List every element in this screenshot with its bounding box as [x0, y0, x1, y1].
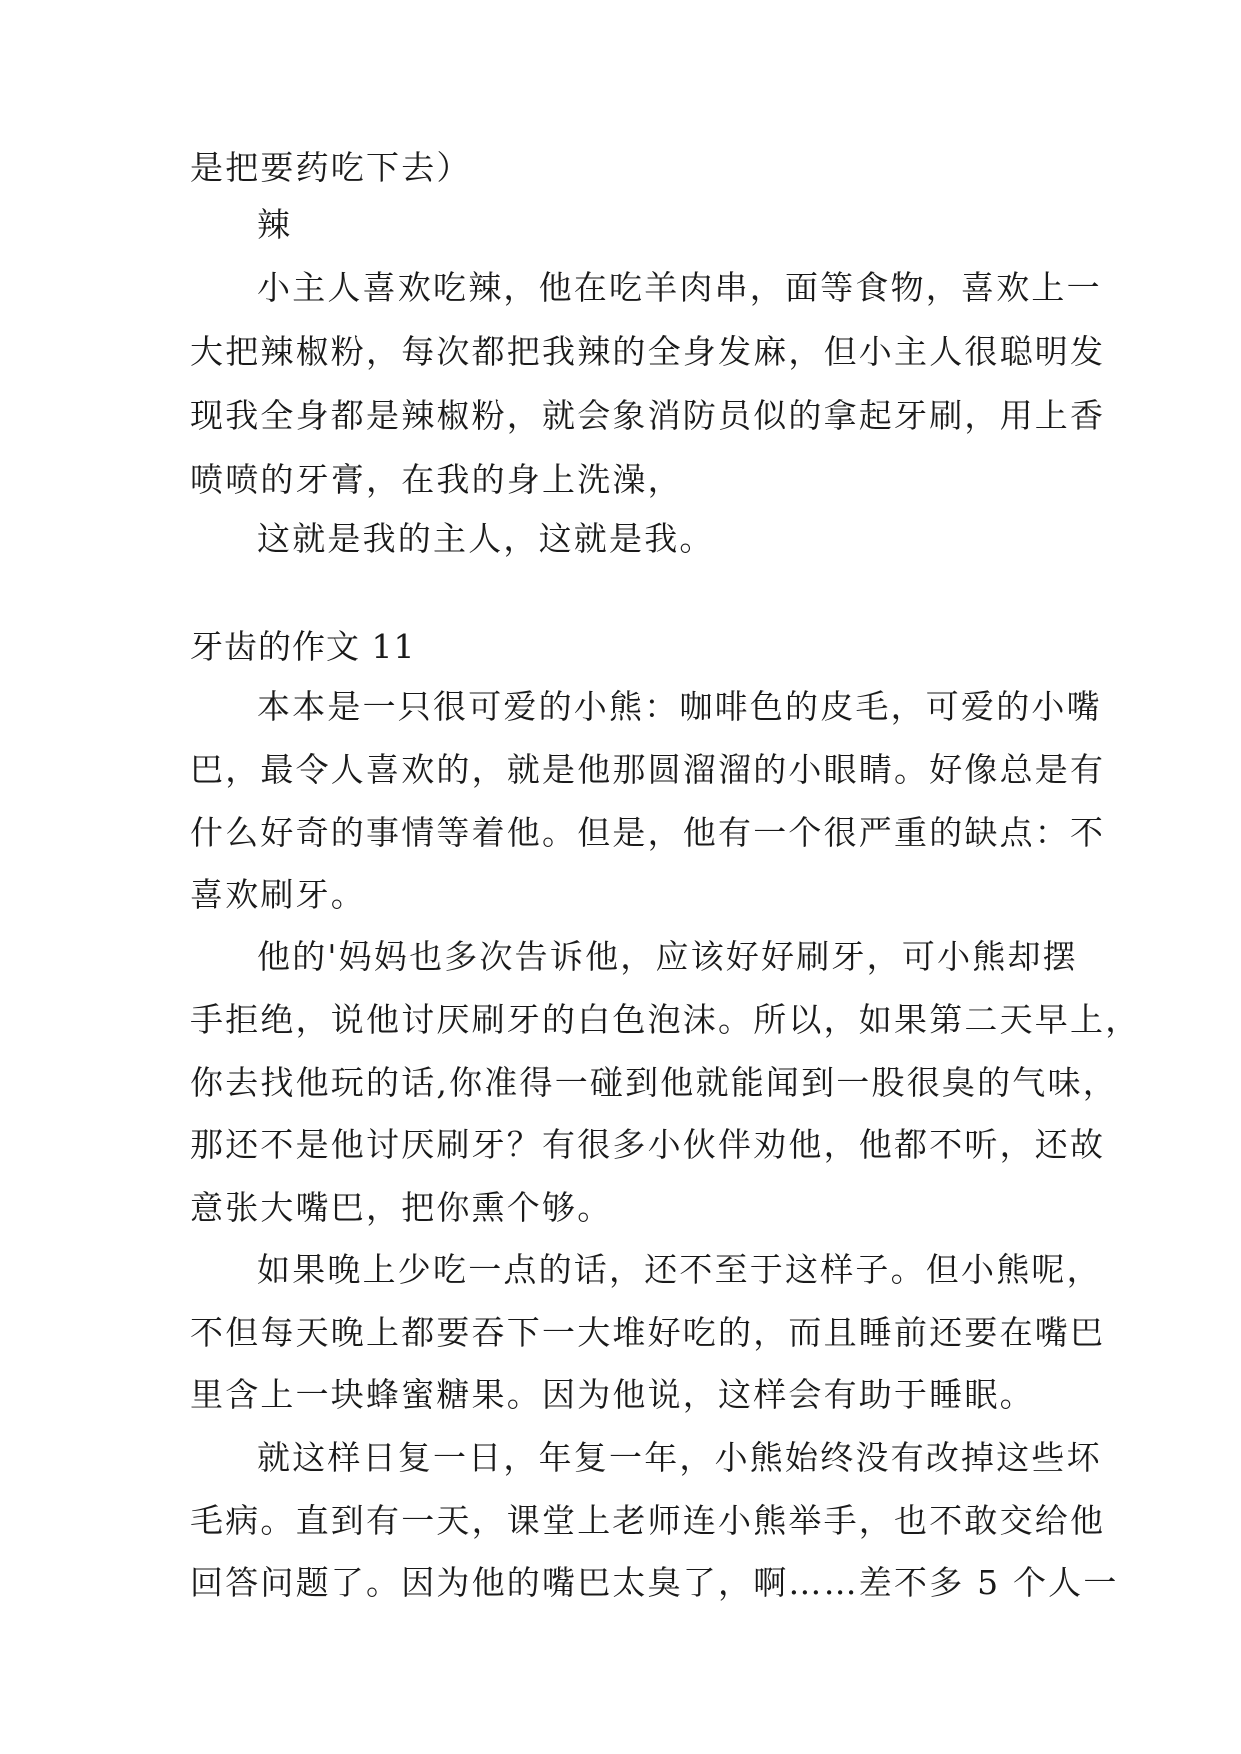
paragraph-start: 本本是一只很可爱的小熊：咖啡色的皮毛，可爱的小嘴 — [257, 687, 1102, 726]
text-line: 什么好奇的事情等着他。但是，他有一个很严重的缺点：不 — [190, 813, 1106, 852]
text-line: 是把要药吃下去） — [190, 148, 472, 187]
text-line: 回答问题了。因为他的嘴巴太臭了，啊……差不多 5 个人一 — [190, 1563, 1119, 1602]
text-line: 辣 — [257, 205, 293, 244]
text-line: 喜欢刷牙。 — [190, 875, 366, 914]
paragraph-start: 小主人喜欢吃辣，他在吃羊肉串，面等食物，喜欢上一 — [257, 268, 1102, 307]
text-line: 大把辣椒粉，每次都把我辣的全身发麻，但小主人很聪明发 — [190, 332, 1106, 371]
text-line: 你去找他玩的话,你准得一碰到他就能闻到一股很臭的气味， — [190, 1063, 1118, 1102]
paragraph-start: 他的'妈妈也多次告诉他，应该好好刷牙，可小熊却摆 — [257, 937, 1078, 976]
text-line: 喷喷的牙膏，在我的身上洗澡， — [190, 460, 683, 499]
paragraph-start: 就这样日复一日，年复一年，小熊始终没有改掉这些坏 — [257, 1438, 1102, 1477]
paragraph-start: 如果晚上少吃一点的话，还不至于这样子。但小熊呢， — [257, 1250, 1102, 1289]
text-line: 毛病。直到有一天，课堂上老师连小熊举手，也不敢交给他 — [190, 1501, 1106, 1540]
text-line: 意张大嘴巴，把你熏个够。 — [190, 1188, 613, 1227]
text-line: 现我全身都是辣椒粉，就会象消防员似的拿起牙刷，用上香 — [190, 396, 1106, 435]
text-line: 巴，最令人喜欢的，就是他那圆溜溜的小眼睛。好像总是有 — [190, 750, 1106, 789]
paragraph-start: 这就是我的主人，这就是我。 — [257, 519, 715, 558]
text-line: 手拒绝，说他讨厌刷牙的白色泡沫。所以，如果第二天早上， — [190, 1000, 1141, 1039]
section-heading: 牙齿的作文 11 — [190, 627, 416, 666]
text-line: 里含上一块蜂蜜糖果。因为他说，这样会有助于睡眠。 — [190, 1375, 1035, 1414]
text-line: 那还不是他讨厌刷牙？有很多小伙伴劝他，他都不听，还故 — [190, 1125, 1106, 1164]
text-line: 不但每天晚上都要吞下一大堆好吃的，而且睡前还要在嘴巴 — [190, 1313, 1106, 1352]
